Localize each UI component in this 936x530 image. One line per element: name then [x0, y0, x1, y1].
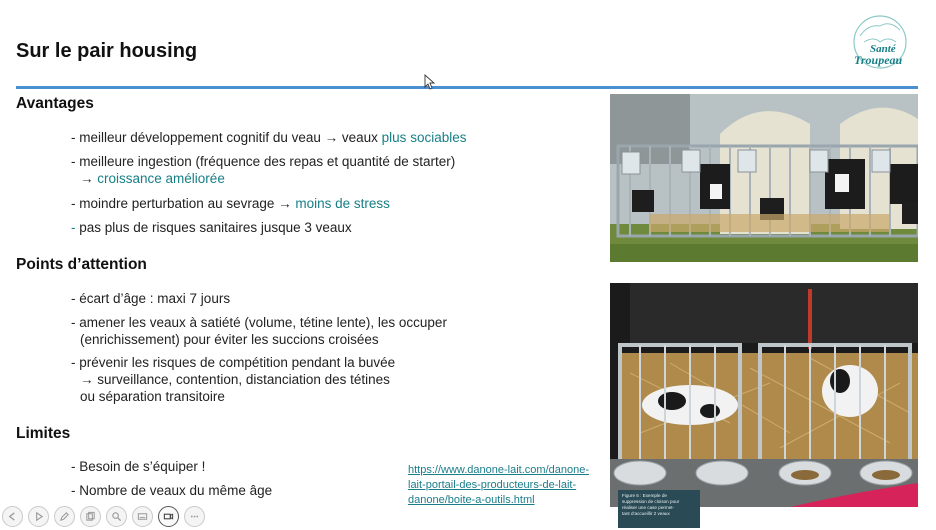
more-icon: [189, 511, 200, 522]
zoom-icon: [111, 511, 122, 522]
calf-hutches-photo: [610, 94, 918, 262]
more-button[interactable]: [184, 506, 205, 527]
logo-line1: Santé: [870, 43, 896, 55]
section-heading-attention: Points d’attention: [16, 256, 147, 273]
calf-pen-photo: [610, 283, 918, 507]
attention-item-1: - écart d’âge : maxi 7 jours: [71, 291, 231, 306]
slide-title: Sur le pair housing: [16, 40, 198, 62]
section-heading-limites: Limites: [16, 425, 71, 442]
avantage-item-2-line2: [80, 171, 225, 186]
pen-icon: [59, 511, 70, 522]
limite-item-1: - Besoin de s’équiper !: [71, 459, 206, 474]
photo-caption-line1: Figure 5 : Exemple de: [622, 493, 667, 498]
logo-line2: Troupeau: [854, 53, 903, 67]
attention-item-3-line2: → surveillance, contention, distanciation des tétines: [80, 372, 390, 387]
avantage-item-3: [71, 196, 390, 211]
zoom-button[interactable]: [106, 506, 127, 527]
cow-herd-logo-icon: [846, 12, 930, 74]
subtitles-icon: [137, 511, 148, 522]
danone-link-line2[interactable]: lait-portail-des-producteurs-de-lait-: [408, 479, 577, 491]
photo-caption-line4: tant d’accueillir 2 veaux: [622, 511, 670, 516]
sante-troupeau-logo: [846, 12, 930, 74]
attention-item-2-line1: - amener les veaux à satiété (volume, tétine lente), les occuper: [71, 315, 447, 330]
avantage-item-4-dash: -: [71, 220, 80, 235]
title-divider: [16, 86, 918, 89]
avantage-item-1: [71, 130, 466, 145]
photo-caption: [618, 490, 700, 528]
copy-icon: [85, 511, 96, 522]
avantage-item-2-line1: - meilleure ingestion (fréquence des repas et quantité de starter): [71, 154, 456, 169]
camera-button[interactable]: [158, 506, 179, 527]
photo-caption-line3: réaliser une case permet-: [622, 505, 675, 510]
attention-item-2-line2: (enrichissement) pour éviter les succions croisées: [80, 332, 379, 347]
play-button[interactable]: [28, 506, 49, 527]
avantage-item-1-text: - meilleur développement cognitif du veau → veaux: [71, 130, 382, 145]
avantage-item-4-text: pas plus de risques sanitaires jusque 3 veaux: [79, 220, 352, 235]
attention-item-3-line3: ou séparation transitoire: [80, 389, 225, 404]
pen-button[interactable]: [54, 506, 75, 527]
subtitles-button[interactable]: [132, 506, 153, 527]
attention-item-3-line1: - prévenir les risques de compétition pendant la buvée: [71, 355, 396, 370]
avantage-item-3-text: - moindre perturbation au sevrage →: [71, 196, 296, 211]
presenter-toolbar: [0, 506, 205, 530]
avantage-item-3-highlight: moins de stress: [295, 196, 390, 211]
mouse-cursor-icon: [424, 74, 436, 90]
avantage-item-1-highlight: plus sociables: [381, 130, 467, 145]
copy-button[interactable]: [80, 506, 101, 527]
avantage-item-2-highlight: croissance améliorée: [97, 171, 225, 186]
danone-link-line3[interactable]: danone/boite-a-outils.html: [408, 494, 535, 506]
arrow-icon: →: [80, 171, 98, 186]
back-icon: [7, 511, 18, 522]
danone-link-line1[interactable]: https://www.danone-lait.com/danone-: [408, 464, 589, 476]
limite-item-2: - Nombre de veaux du même âge: [71, 483, 273, 498]
section-heading-avantages: Avantages: [16, 95, 94, 112]
play-icon: [33, 511, 44, 522]
back-button[interactable]: [2, 506, 23, 527]
photo-caption-line2: suppression de cloison pour: [622, 499, 680, 504]
avantage-item-4: [71, 220, 352, 235]
camera-icon: [163, 511, 174, 522]
